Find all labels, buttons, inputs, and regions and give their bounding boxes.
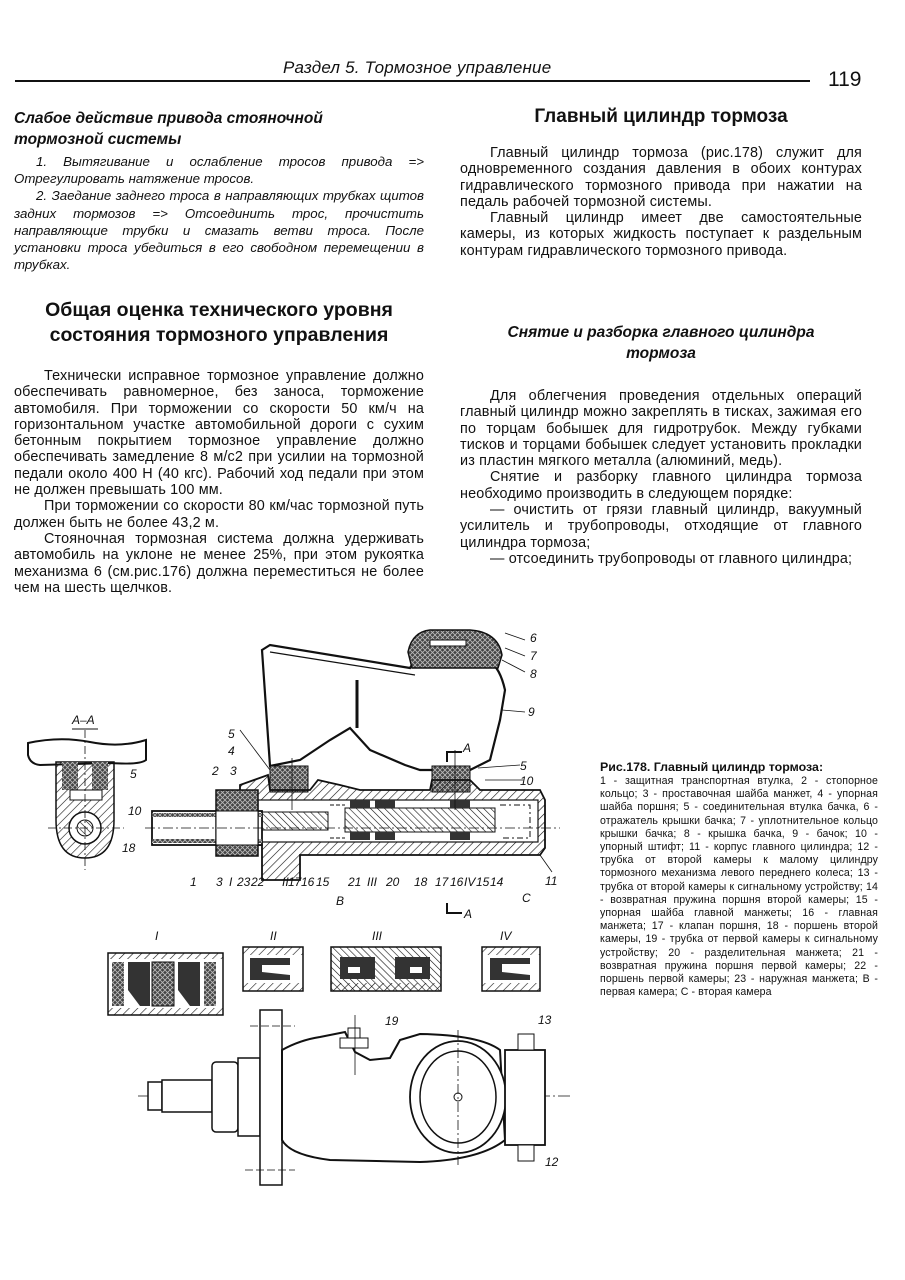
master-cylinder-text bbox=[460, 145, 862, 259]
detail-label-i: I bbox=[155, 929, 159, 943]
paragraph: При торможении со скорости 80 км/час тормозной путь должен быть не более 43,2 м. bbox=[14, 498, 424, 531]
callout-5: 5 bbox=[520, 759, 527, 773]
callout-22: 22 bbox=[251, 875, 265, 889]
paragraph: Снятие и разборку главного цилиндра тормоза необходимо производить в следующем порядке: bbox=[460, 469, 862, 502]
running-header-title: Раздел 5. Тормозное управление bbox=[283, 58, 552, 77]
paragraph: Стояночная тормозная система должна удерживать автомобиль на уклоне не менее 25%, при этом рукоятка механизма 6 (см.рис.176) должна переместиться не более чем на шесть щелчков. bbox=[14, 530, 424, 596]
assessment-text bbox=[14, 368, 424, 596]
callout-3: 3 bbox=[216, 875, 223, 889]
callout-14: 14 bbox=[490, 875, 504, 889]
paragraph: Главный цилиндр тормоза (рис.178) служит для одновременного создания давления в обоих контурах гидравлического тормозного привода при нажатии на педаль рабочей тормозной системы. bbox=[460, 145, 862, 210]
plan-view bbox=[138, 1010, 570, 1185]
callout-10: 10 bbox=[128, 804, 142, 818]
callout-13: 13 bbox=[538, 1013, 552, 1027]
callout-16: 16 bbox=[450, 875, 464, 889]
detail-label-iv: IV bbox=[500, 929, 512, 943]
troubleshooting-item: 1. Вытягивание и ослабление тросов привода => Отрегулировать натяжение тросов. bbox=[14, 154, 424, 187]
callout-9: 9 bbox=[528, 705, 535, 719]
detail-label-iii: III bbox=[372, 929, 383, 943]
longitudinal-section bbox=[145, 630, 560, 921]
callout-15: 15 bbox=[476, 875, 490, 889]
callout-20: 20 bbox=[386, 875, 400, 889]
callout-chamber-c: С bbox=[522, 891, 531, 905]
callout-18: 18 bbox=[414, 875, 428, 889]
heading-line: Слабое действие привода стояночной bbox=[14, 110, 323, 127]
paragraph: Технически исправное тормозное управление должно обеспечивать равномерное, без заноса, торможение автомобиля. При торможении со скорости 50 км/ч на горизонтальном участке автомобильной дороги с сухим бетонным покрытием тормозное управление должно обеспечивать замедление 8 м/с2 при усилии на тормозной педали около 400 Н (40 кгс). Рабочий ход педали при этом не должен превышать 100 мм. bbox=[14, 368, 424, 499]
removal-text bbox=[460, 388, 862, 567]
callout-16: 16 bbox=[301, 875, 315, 889]
header-rule bbox=[15, 80, 810, 82]
callout-section-mark-a: А bbox=[464, 907, 473, 921]
heading-line: тормозной системы bbox=[14, 131, 182, 148]
callout-detail-ii: II bbox=[282, 875, 289, 889]
section-heading-technical-assessment bbox=[14, 298, 424, 348]
callout-4: 4 bbox=[228, 744, 235, 758]
callout-detail-iii: III bbox=[367, 875, 378, 889]
callout-chamber-b: В bbox=[336, 894, 345, 908]
callout-21: 21 bbox=[348, 875, 362, 889]
heading-line: Снятие и разборка главного цилиндра bbox=[507, 324, 815, 341]
figure-caption-title: Рис.178. Главный цилиндр тормоза: bbox=[600, 760, 824, 774]
callout-17: 17 bbox=[288, 875, 302, 889]
troubleshooting-list bbox=[14, 153, 424, 273]
section-heading-removal bbox=[460, 322, 862, 364]
paragraph: — очистить от грязи главный цилиндр, вакуумный усилитель и трубопроводы, отходящие от главного цилиндра тормоза; bbox=[460, 502, 862, 551]
callout-18: 18 bbox=[122, 841, 136, 855]
callout-17: 17 bbox=[435, 875, 449, 889]
right-section-removal bbox=[460, 322, 862, 567]
callout-12: 12 bbox=[545, 1155, 559, 1169]
callout-5: 5 bbox=[130, 767, 137, 781]
paragraph: — отсоединить трубопроводы от главного цилиндра; bbox=[490, 550, 853, 567]
heading-line: Общая оценка технического уровня bbox=[45, 299, 393, 321]
callout-2: 2 bbox=[212, 764, 219, 778]
section-view-a-a bbox=[28, 713, 146, 870]
callout-7: 7 bbox=[530, 649, 537, 663]
callout-23: 23 bbox=[237, 875, 251, 889]
callout-detail-iv: IV bbox=[464, 875, 476, 889]
heading-line: тормоза bbox=[626, 345, 696, 362]
heading-line: состояния тормозного управления bbox=[49, 324, 389, 346]
left-section-parking-brake bbox=[14, 108, 424, 273]
callout-1: 1 bbox=[190, 875, 197, 889]
right-section-master-cylinder bbox=[460, 104, 862, 259]
callout-10: 10 bbox=[520, 774, 534, 788]
detail-label-ii: II bbox=[270, 929, 277, 943]
callout-3: 3 bbox=[230, 764, 237, 778]
section-label: А–А bbox=[72, 713, 95, 727]
figure-caption-legend: 1 - защитная транспортная втулка, 2 - стопорное кольцо; 3 - проставочная шайба манжет, 4 - упорная шайба поршня; 5 - соединительная втулка бачка, 6 - отражатель крышки бачка; 7 - уплотнительное кольцо крышки бачка; 8 - крышка бачка, 9 - бачок; 10 - упорный штифт; 11 - корпус главного цилиндра; 12 - трубка от второй камеры к малому цилиндру тормозного механизма левого переднего колеса; 13 - трубка от второй камеры к сигнальному устройству; 14 - возвратная пружина поршня второй камеры; 15 - упорная шайба главной манжеты; 16 - главная манжета; 17 - клапан поршня, 18 - поршень второй камеры, 19 - трубка от первой камеры к сигнальному устройству; 20 - разделительная манжета; 21 - возвратная пружина поршня первой камеры; 22 - поршень первой камеры; 23 - наружная манжета; В - первая камера; С - вторая камера bbox=[600, 775, 878, 999]
callout-5: 5 bbox=[228, 727, 235, 741]
callout-detail-i: I bbox=[229, 875, 233, 889]
troubleshooting-item: 2. Заедание заднего троса в направляющих трубках щитов задних тормозов => Отсоединить трос, прочистить направляющие трубки и смазать ветви троса. После установки троса убедиться в его свободном перемещении в трубках. bbox=[14, 188, 424, 273]
callout-8: 8 bbox=[530, 667, 537, 681]
left-section-technical-assessment bbox=[14, 298, 424, 596]
callout-section-mark-a: А bbox=[463, 741, 472, 755]
master-cylinder-drawing bbox=[0, 620, 600, 1280]
detail-views bbox=[108, 929, 540, 1015]
callout-19: 19 bbox=[385, 1014, 399, 1028]
paragraph: Для облегчения проведения отдельных операций главный цилиндр можно закреплять в тисках, зажимая его по торцам бобышек для гидротрубок. Между губками тисков и торцами бобышек следует установить прокладки из пластин мягкого металла (алюминий, медь). bbox=[460, 388, 862, 470]
callout-6: 6 bbox=[530, 631, 537, 645]
page-number: 119 bbox=[828, 68, 862, 91]
paragraph: Главный цилиндр имеет две самостоятельные камеры, из которых жидкость поступает к раздельным контурам гидравлического тормозного привода. bbox=[460, 210, 862, 259]
figure-caption bbox=[600, 760, 878, 999]
callout-11: 11 bbox=[545, 874, 558, 888]
section-heading-master-cylinder: Главный цилиндр тормоза bbox=[534, 106, 788, 127]
callout-15: 15 bbox=[316, 875, 330, 889]
section-heading-parking-brake bbox=[14, 108, 424, 150]
